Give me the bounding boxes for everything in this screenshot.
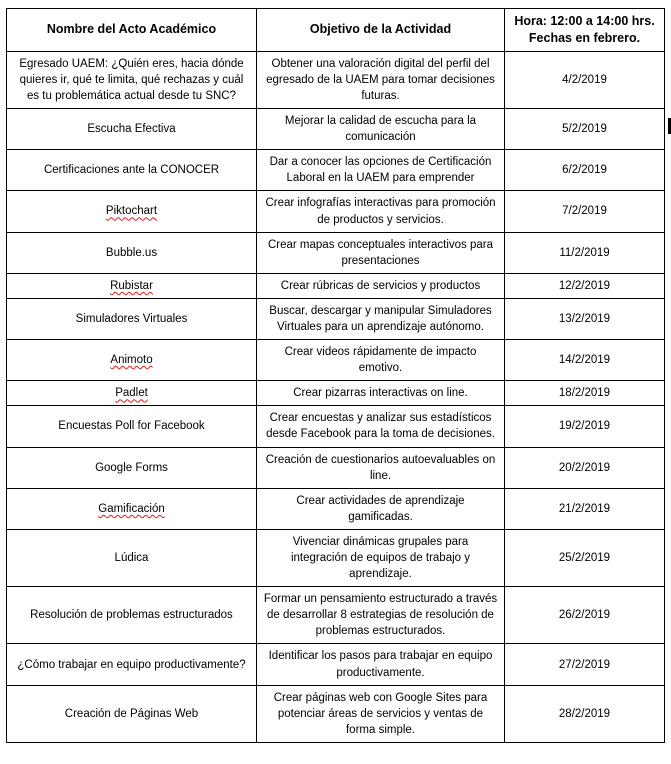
activity-name [7,488,257,529]
activity-name [7,191,257,232]
table-row [7,191,665,232]
activity-date: 6/2/2019 [505,150,665,191]
activity-name: Creación de Páginas Web [7,685,257,742]
header-row [7,9,665,52]
activity-name: Bubble.us [7,232,257,273]
activity-objective: Dar a conocer las opciones de Certificación Laboral en la UAEM para emprender [257,150,505,191]
activity-objective: Creación de cuestionarios autoevaluables on line. [257,447,505,488]
header-objective: Objetivo de la Actividad [257,9,505,52]
activity-objective: Crear videos rápidamente de impacto emotivo. [257,340,505,381]
table-row [7,232,665,273]
activity-objective: Crear rúbricas de servicios y productos [257,273,505,298]
table-row [7,685,665,742]
activity-name: Resolución de problemas estructurados [7,587,257,644]
activity-name-text: Gamificación [98,502,165,515]
activity-name-text: Animoto [110,354,153,367]
header-schedule [505,9,665,52]
activity-objective: Buscar, descargar y manipular Simuladores Virtuales para un aprendizaje autónomo. [257,298,505,339]
activity-name-text: Padlet [115,387,148,400]
activity-name: Google Forms [7,447,257,488]
activity-name: Certificaciones ante la CONOCER [7,150,257,191]
activity-date: 11/2/2019 [505,232,665,273]
activity-name: Egresado UAEM: ¿Quién eres, hacia dónde quieres ir, qué te limita, qué rechazas y cuál es tu problemática actual desde tu SNC? [7,51,257,108]
activity-date: 28/2/2019 [505,685,665,742]
table-row [7,109,665,150]
activity-objective: Crear actividades de aprendizaje gamificadas. [257,488,505,529]
activity-name: Escucha Efectiva [7,109,257,150]
activity-objective: Identificar los pasos para trabajar en equipo productivamente. [257,644,505,685]
activity-name [7,273,257,298]
table-row [7,150,665,191]
table-body [7,51,665,742]
activity-date: 18/2/2019 [505,381,665,406]
activity-objective: Crear pizarras interactivas on line. [257,381,505,406]
activity-objective: Obtener una valoración digital del perfil del egresado de la UAEM para tomar decisiones futuras. [257,51,505,108]
activity-name: Lúdica [7,529,257,586]
table-header [7,9,665,52]
activity-name [7,340,257,381]
table-row [7,644,665,685]
activity-objective: Crear mapas conceptuales interactivos para presentaciones [257,232,505,273]
table-row [7,488,665,529]
table-row [7,447,665,488]
table-row [7,298,665,339]
activity-date: 25/2/2019 [505,529,665,586]
activity-date: 27/2/2019 [505,644,665,685]
activity-objective: Crear páginas web con Google Sites para potenciar áreas de servicios y ventas de forma simple. [257,685,505,742]
activity-objective: Crear infografías interactivas para promoción de productos y servicios. [257,191,505,232]
table-row [7,51,665,108]
activity-objective: Mejorar la calidad de escucha para la comunicación [257,109,505,150]
activity-date: 5/2/2019 [505,109,665,150]
table-row [7,587,665,644]
activity-name-text: Piktochart [105,205,158,218]
table-row [7,406,665,447]
activity-date: 20/2/2019 [505,447,665,488]
activity-objective: Crear encuestas y analizar sus estadísticos desde Facebook para la toma de decisiones. [257,406,505,447]
academic-schedule-table [6,8,665,743]
activity-date: 4/2/2019 [505,51,665,108]
activity-name-text: Rubistar [110,279,153,292]
activity-date: 21/2/2019 [505,488,665,529]
activity-name [7,381,257,406]
header-schedule-time: Hora: 12:00 a 14:00 hrs. [514,14,655,28]
activity-objective: Formar un pensamiento estructurado a través de desarrollar 8 estrategias de resolución de problemas estructurados. [257,587,505,644]
activity-date: 12/2/2019 [505,273,665,298]
activity-date: 13/2/2019 [505,298,665,339]
activity-date: 14/2/2019 [505,340,665,381]
table-row [7,340,665,381]
activity-objective: Vivenciar dinámicas grupales para integración de equipos de trabajo y aprendizaje. [257,529,505,586]
header-schedule-dates: Fechas en febrero. [528,30,641,45]
activity-date: 7/2/2019 [505,191,665,232]
table-row [7,273,665,298]
activity-name: ¿Cómo trabajar en equipo productivamente? [7,644,257,685]
activity-date: 19/2/2019 [505,406,665,447]
activity-name: Simuladores Virtuales [7,298,257,339]
activity-date: 26/2/2019 [505,587,665,644]
table-row [7,529,665,586]
activity-name: Encuestas Poll for Facebook [7,406,257,447]
header-name: Nombre del Acto Académico [7,9,257,52]
table-row [7,381,665,406]
